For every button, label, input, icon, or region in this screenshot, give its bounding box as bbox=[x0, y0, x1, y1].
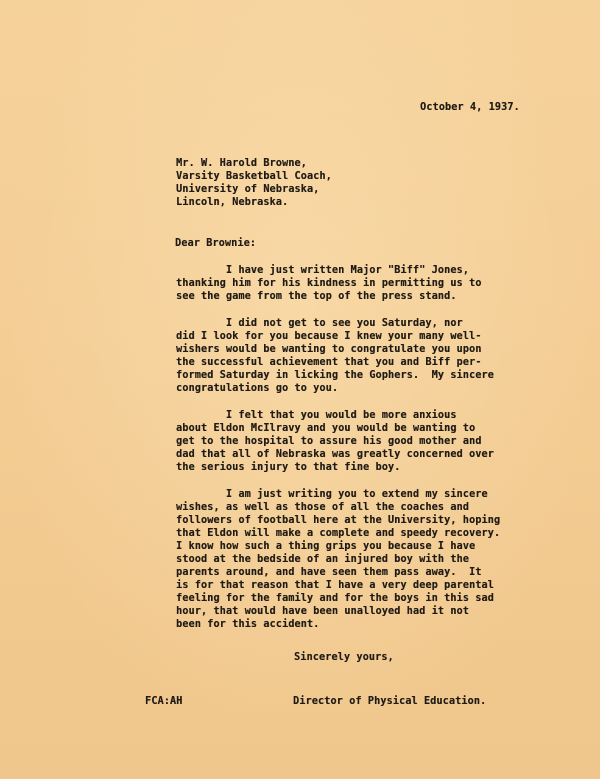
paragraph-1-line: see the game from the top of the press stand. bbox=[176, 291, 457, 302]
letter-date: October 4, 1937. bbox=[420, 102, 520, 113]
paragraph-2-line: wishers would be wanting to congratulate you upon bbox=[176, 344, 482, 355]
paragraph-3-line: about Eldon McIlravy and you would be wanting to bbox=[176, 423, 476, 434]
paragraph-2-line: did I look for you because I knew your many well- bbox=[176, 331, 482, 342]
paragraph-4-line: wishes, as well as those of all the coaches and bbox=[176, 502, 469, 513]
paragraph-4-line: I know how such a thing grips you because I have bbox=[176, 541, 476, 552]
address-line-name: Mr. W. Harold Browne, bbox=[176, 158, 307, 169]
paragraph-4-line: that Eldon will make a complete and speedy recovery. bbox=[176, 528, 501, 539]
paragraph-4-line: stood at the bedside of an injured boy with the bbox=[176, 554, 469, 565]
paragraph-3-line: I felt that you would be more anxious bbox=[176, 410, 457, 421]
paragraph-4-line: I am just writing you to extend my sincere bbox=[176, 489, 488, 500]
paragraph-3-line: the serious injury to that fine boy. bbox=[176, 462, 401, 473]
address-line-institution: University of Nebraska, bbox=[176, 184, 320, 195]
paragraph-4-line: followers of football here at the University, hoping bbox=[176, 515, 501, 526]
paragraph-2-line: the successful achievement that you and Biff per- bbox=[176, 357, 482, 368]
complimentary-closing: Sincerely yours, bbox=[294, 652, 394, 663]
paragraph-4-line: is for that reason that I have a very deep parental bbox=[176, 580, 494, 591]
address-line-position: Varsity Basketball Coach, bbox=[176, 171, 332, 182]
paragraph-2-line: I did not get to see you Saturday, nor bbox=[176, 318, 463, 329]
paragraph-2-line: formed Saturday in licking the Gophers. My sincere bbox=[176, 370, 494, 381]
address-line-city: Lincoln, Nebraska. bbox=[176, 197, 289, 208]
paragraph-1-line: I have just written Major "Biff" Jones, bbox=[176, 265, 469, 276]
paragraph-4-line: hour, that would have been unalloyed had it not bbox=[176, 606, 469, 617]
reference-initials: FCA:AH bbox=[145, 696, 183, 707]
paragraph-3-line: dad that all of Nebraska was greatly concerned over bbox=[176, 449, 494, 460]
paragraph-3-line: get to the hospital to assure his good mother and bbox=[176, 436, 482, 447]
signature-title: Director of Physical Education. bbox=[293, 696, 487, 707]
paragraph-1-line: thanking him for his kindness in permitting us to bbox=[176, 278, 482, 289]
paragraph-4-line: parents around, and have seen them pass away. It bbox=[176, 567, 482, 578]
paragraph-4-line: feeling for the family and for the boys in this sad bbox=[176, 593, 494, 604]
paragraph-2-line: congratulations go to you. bbox=[176, 383, 339, 394]
salutation: Dear Brownie: bbox=[175, 238, 257, 249]
paragraph-4-line: been for this accident. bbox=[176, 619, 320, 630]
